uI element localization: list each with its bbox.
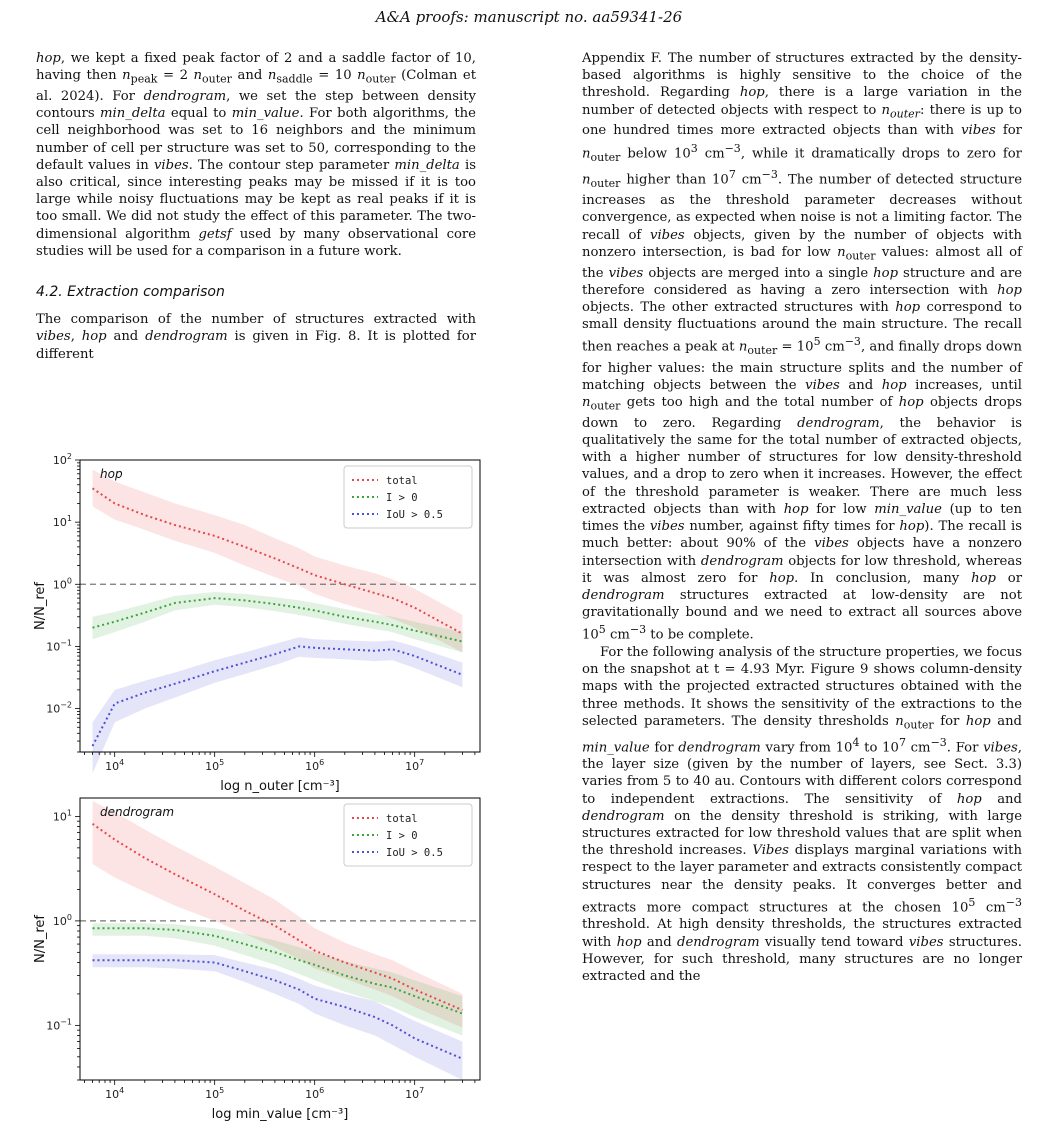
legend-label: I > 0 <box>386 492 418 504</box>
legend-label: total <box>386 475 418 487</box>
x-tick-label: $10^7$ <box>405 758 425 773</box>
y-tick-label: $10^1$ <box>52 808 72 824</box>
y-axis-label: N/N_ref <box>33 915 48 963</box>
y-tick-label: $10^{-1}$ <box>46 1017 72 1033</box>
x-tick-label: $10^5$ <box>205 1086 225 1101</box>
panel-label: hop <box>100 467 123 481</box>
x-axis-label: log n_outer [cm⁻³] <box>220 779 340 794</box>
left-para-2: The comparison of the number of structures extracted with vibes, hop and dendrogram is given in Fig. 8. It is plotted for different <box>36 312 477 362</box>
figure-dendrogram <box>20 790 500 1126</box>
x-tick-label: $10^6$ <box>305 758 325 773</box>
right-column <box>582 50 1022 985</box>
running-head-text: manuscript no. aa59341-26 <box>473 8 683 26</box>
left-column <box>36 50 476 363</box>
left-para-1: hop, we kept a fixed peak factor of 2 and a saddle factor of 10, having then $n_{peak} = 2$ $n_{outer}$ and $n_{saddle} = 10$ $n_{outer}$ (Colman et al. 2024). For dendrogram, we set the step between density contours min_delta equal to min_value. For both algorithms, the cell neighborhood was set to 16 neighbors and the minimum number of cell per structure was set to 50, corresponding to the default values in vibes. The contour step parameter min_delta is also critical, since interesting peaks may be missed if it is too large while noisy fluctuations may be kept as real peaks if it is too small. We did not study the effect of this parameter. The two-dimensional algorithm getsf used by many observational core studies will be used for a comparison in a future work. <box>36 51 477 259</box>
running-head-prefix: A&A proofs: <box>375 8 469 26</box>
legend-label: IoU > 0.5 <box>386 847 443 859</box>
y-tick-label: $10^2$ <box>52 452 72 467</box>
band-0-2 <box>93 637 463 773</box>
legend-label: IoU > 0.5 <box>386 509 443 521</box>
y-tick-label: $10^0$ <box>52 576 72 592</box>
y-axis-label: N/N_ref <box>33 582 48 630</box>
y-tick-label: $10^{-2}$ <box>46 700 72 716</box>
right-para-1: Appendix F. The number of structures extracted by the density-based algorithms is highly sensitive to the choice of the threshold. Regarding hop, there is a large variation in the number of detected objects with respect to $n_{outer}$: there is up to one hundred times more extracted objects than with vibes for $n_{outer}$ below $10^3$ $cm^{-3}$, while it dramatically drops to zero for $n_{outer}$ higher than $10^7$ $cm^{-3}$. The number of detected structure increases as the threshold parameter decreases without convergence, as expected when noise is not a limiting factor. The recall of vibes objects, given by the number of objects with nonzero intersection, is bad for low $n_{outer}$ values: almost all of the vibes objects are merged into a single hop structure and are therefore considered as having a zero intersection with hop objects. The other extracted structures with hop correspond to small density fluctuations around the main structure. The recall then reaches a peak at $n_{outer} = 10^5$ $cm^{-3}$, and finally drops down for higher values: the main structure splits and the number of matching objects between the vibes and hop increases, until $n_{outer}$ gets too high and the total number of hop objects drops down to zero. Regarding dendrogram, the behavior is qualitatively the same for the total number of extracted objects, with a higher number of structures for low density-threshold values, and a drop to zero when it increases. However, the effect of the threshold parameter is weaker. There are much less extracted objects than with hop for low min_value (up to ten times the vibes number, against fifty times for hop). The recall is much better: about 90% of the vibes objects have a nonzero intersection with dendrogram objects for low threshold, whereas it was almost zero for hop. In conclusion, many hop or dendrogram structures extracted at low-density are not gravitationally bound and we need to extract all sources above $10^5$ $cm^{-3}$ to be complete. <box>582 51 1023 643</box>
y-tick-label: $10^1$ <box>52 514 72 530</box>
legend-label: total <box>386 813 418 825</box>
x-axis-label: log min_value [cm⁻³] <box>211 1107 349 1122</box>
figure-hop <box>20 452 500 800</box>
chart-hop <box>20 452 500 800</box>
chart-dendrogram <box>20 790 500 1126</box>
section-title: 4.2. Extraction comparison <box>36 284 225 301</box>
y-tick-label: $10^0$ <box>52 912 72 928</box>
x-tick-label: $10^4$ <box>105 1086 125 1101</box>
running-head <box>0 8 1058 26</box>
x-tick-label: $10^5$ <box>205 758 225 773</box>
x-tick-label: $10^6$ <box>305 1086 325 1101</box>
x-tick-label: $10^7$ <box>405 1086 425 1101</box>
panel-label: dendrogram <box>100 805 175 819</box>
legend-label: I > 0 <box>386 830 418 842</box>
right-para-2: For the following analysis of the structure properties, we focus on the snapshot at t = 4.93 Myr. Figure 9 shows column-density maps with the projected extracted structures obtained with the three methods. It shows the sensitivity of the extractions to the selected parameters. The density thresholds $n_{outer}$ for hop and min_value for dendrogram vary from $10^4$ to $10^7$ $cm^{-3}$. For vibes, the layer size (given by the number of layers, see Sect. 3.3) varies from 5 to 40 au. Contours with different colors correspond to independent extractions. The sensitivity of hop and dendrogram on the density threshold is striking, with large structures extracted for low threshold values that are split when the threshold increases. Vibes displays marginal variations with respect to the layer parameter and extracts consistently compact structures near the density peaks. It converges better and extracts more compact structures at the chosen $10^5$ $cm^{-3}$ threshold. At high density thresholds, the structures extracted with hop and dendrogram visually tend toward vibes structures. However, for such threshold, many structures are no longer extracted and the <box>582 644 1023 984</box>
y-tick-label: $10^{-1}$ <box>46 638 72 654</box>
x-tick-label: $10^4$ <box>105 758 125 773</box>
